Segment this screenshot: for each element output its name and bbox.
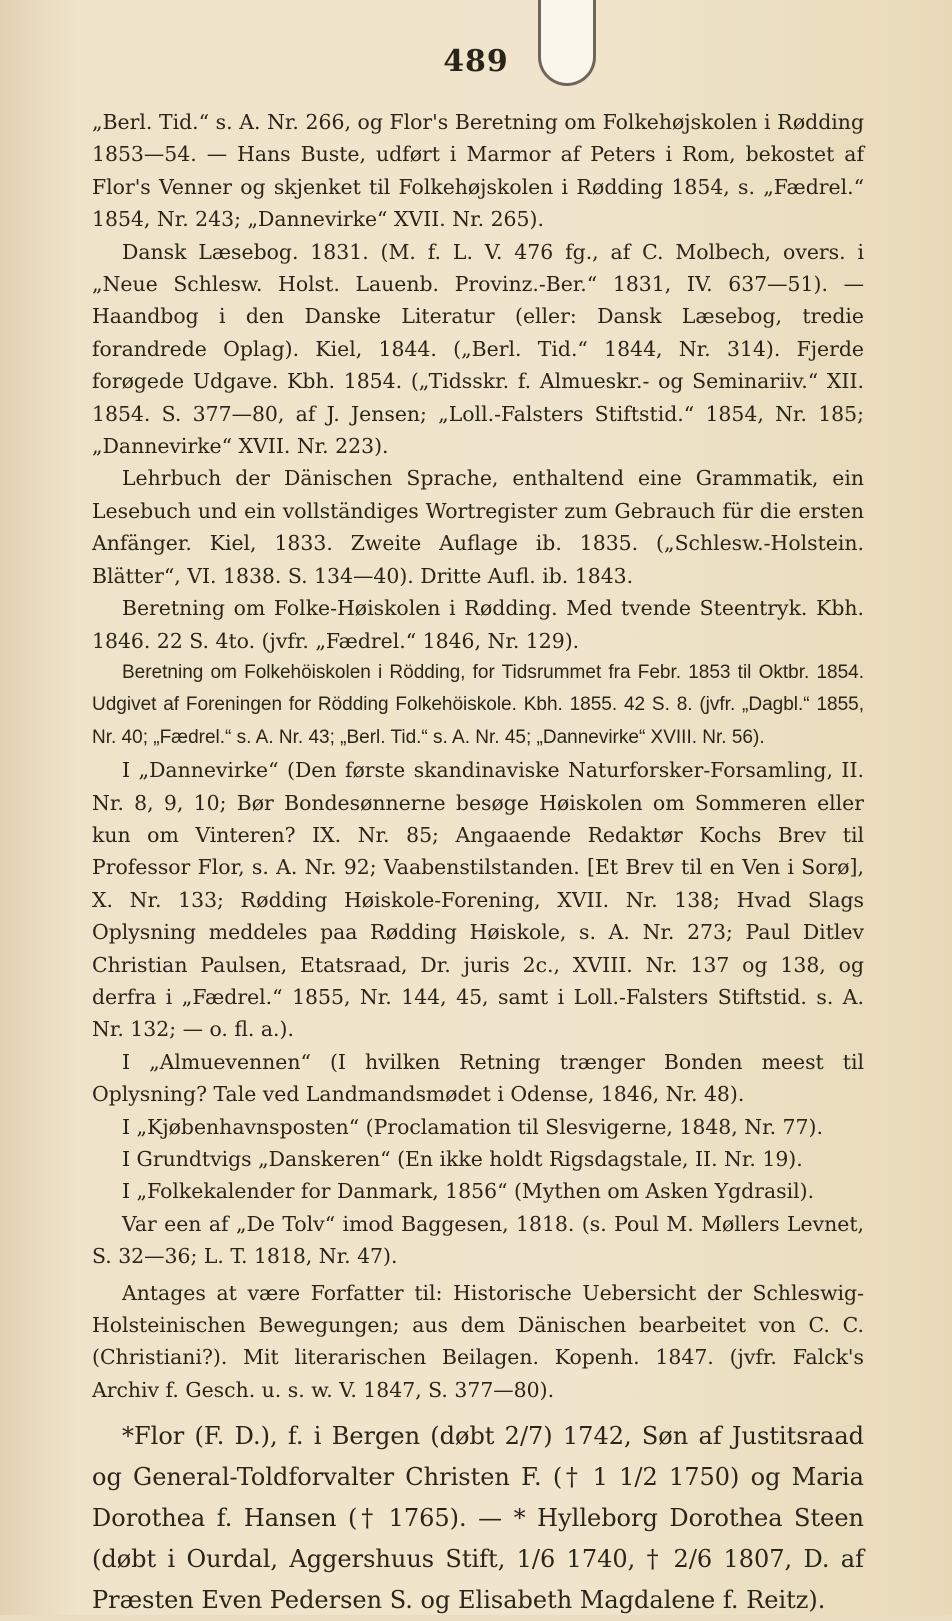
- paragraph-danskeren: I Grundtvigs „Danskeren“ (En ikke holdt Rigsdagstale, II. Nr. 19).: [122, 1147, 803, 1171]
- paragraph-folkekalender: I „Folkekalender for Danmark, 1856“ (Mythen om Asken Ygdrasil).: [122, 1179, 815, 1204]
- page-body: [92, 106, 864, 1621]
- paragraph-lehrbuch: Lehrbuch der Dänischen Sprache, enthaltend eine Grammatik, ein Lesebuch und ein vollständiges Wortregister zum Gebrauch für die ersten Anfänger. Kiel, 1833. Zweite Auflage ib. 1835. („Schlesw.-Holstein. Blätter“, VI. 1838. S. 134—40). Dritte Aufl. ib. 1843.: [92, 466, 864, 588]
- entry-flor: *Flor (F. D.), f. i Bergen (døbt 2/7) 1742, Søn af Justitsraad og General-Toldforvalter Christen F. († 1 1/2 1750) og Maria Dorothea f. Hansen († 1765). — * Hylleborg Dorothea Steen (døbt i Ourdal, Aggershuus Stift, 1/6 1740, † 2/6 1807, D. af Præsten Even Pedersen S. og Elisabeth Magdalene f. Reitz).: [92, 1422, 864, 1615]
- paragraph-flor-beretning: „Berl. Tid.“ s. A. Nr. 266, og Flor's Beretning om Folkehøjskolen i Rødding 1853—54. — Hans Buste, udført i Marmor af Peters i Rom, bekostet af Flor's Venner og skjenket til Folkehøjskolen i Rødding 1854, s. „Fædrel.“ 1854, Nr. 243; „Dannevirke“ XVII. Nr. 265).: [92, 110, 864, 232]
- paragraph-de-tolv: Var een af „De Tolv“ imod Baggesen, 1818. (s. Poul M. Møllers Levnet, S. 32—36; L. T. 1818, Nr. 47).: [92, 1211, 864, 1269]
- page-number: 489: [443, 44, 509, 79]
- paragraph-dannevirke: I „Dannevirke“ (Den første skandinaviske Naturforsker-Forsamling, II. Nr. 8, 9, 10; Bør Bondesønnerne besøge Høiskolen om Sommeren eller kun om Vinteren? IX. Nr. 85; Angaaende Redaktør Kochs Brev til Professor Flor, s. A. Nr. 92; Vaabenstilstanden. [Et Brev til en Ven i Sorø], X. Nr. 133; Rødding Høiskole-Forening, XVII. Nr. 138; Hvad Slags Oplysning meddeles paa Rødding Høiskole, s. A. Nr. 273; Paul Ditlev Christian Paulsen, Etatsraad, Dr. juris 2c., XVIII. Nr. 137 og 138, og derfra i „Fædrel.“ 1855, Nr. 144, 45, samt i Loll.-Falsters Stiftstid. s. A. Nr. 132; — o. fl. a.).: [92, 758, 864, 1042]
- paragraph-antages: Antages at være Forfatter til: Historische Uebersicht der Schleswig-Holsteinischen Bewegungen; aus dem Dänischen bearbeitet von C. C. (Christiani?). Mit literarischen Beilagen. Kopenh. 1847. (jvfr. Falck's Archiv f. Gesch. u. s. w. V. 1847, S. 377—80).: [92, 1280, 864, 1402]
- paragraph-kjobenhavnsposten: I „Kjøbenhavnsposten“ (Proclamation til Slesvigerne, 1848, Nr. 77).: [122, 1114, 823, 1139]
- paragraph-beretning-1846: Beretning om Folke-Høiskolen i Rødding. Med tvende Steentryk. Kbh. 1846. 22 S. 4to. (jvfr. „Fædrel.“ 1846, Nr. 129).: [92, 596, 864, 653]
- paragraph-dansk-laesebog: Dansk Læsebog. 1831. (M. f. L. V. 476 fg., af C. Molbech, overs. i „Neue Schlesw. Holst. Lauenb. Provinz.-Ber.“ 1831, IV. 637—51). — Haandbog i den Danske Literatur (eller: Dansk Læsebog, tredie forandrede Oplag). Kiel, 1844. („Berl. Tid.“ 1844, Nr. 314). Fjerde forøgede Udgave. Kbh. 1854. („Tidsskr. f. Almueskr.- og Seminariiv.“ XII. 1854. S. 377—80, af J. Jensen; „Loll.-Falsters Stiftstid.“ 1854, Nr. 185; „Dannevirke“ XVII. Nr. 223).: [92, 239, 864, 459]
- paragraph-beretning-1855: Beretning om Folkehöiskolen i Rödding, for Tidsrummet fra Febr. 1853 til Oktbr. 1854. Udgivet af Foreningen for Rödding Folkehöiskole. Kbh. 1855. 42 S. 8. (jvfr. „Dagbl.“ 1855, Nr. 40; „Fædrel.“ s. A. Nr. 43; „Berl. Tid.“ s. A. Nr. 45; „Dannevirke“ XVIII. Nr. 56).: [92, 661, 864, 748]
- paragraph-almuevennen: I „Almuevennen“ (I hvilken Retning trænger Bonden meest til Oplysning? Tale ved Landmandsmødet i Odense, 1846, Nr. 48).: [92, 1049, 864, 1107]
